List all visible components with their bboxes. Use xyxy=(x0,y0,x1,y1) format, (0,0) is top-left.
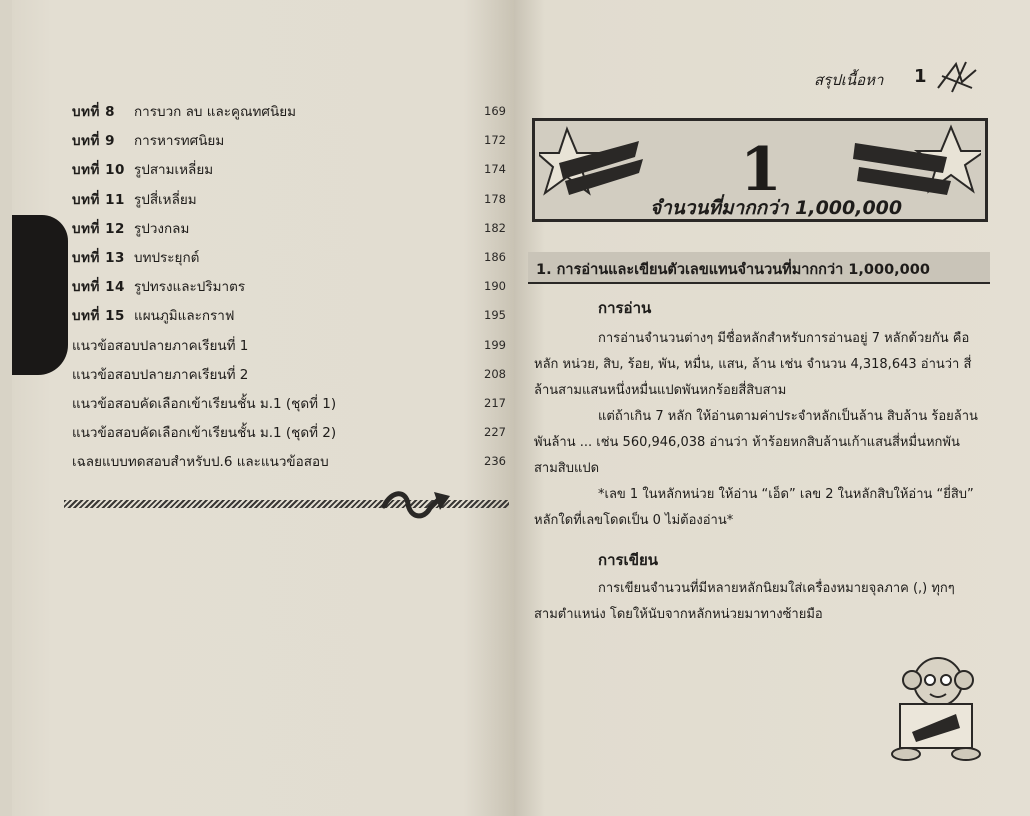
section-heading: 1. การอ่านและเขียนตัวเลขแทนจำนวนที่มากกว่า 1,000,000 xyxy=(536,262,930,278)
toc-entry xyxy=(72,363,512,387)
toc-entry xyxy=(72,100,512,124)
toc-entry xyxy=(72,392,512,416)
swirl-arrow-icon xyxy=(378,486,458,526)
toc-title: รูปสามเหลี่ยม xyxy=(134,162,214,179)
toc-page-number: 217 xyxy=(484,396,506,410)
chapter-number: 1 xyxy=(740,135,782,205)
right-page xyxy=(514,0,1030,816)
toc-title: แผนภูมิและกราฟ xyxy=(134,308,235,325)
toc-entry xyxy=(72,188,512,212)
reading-note: *เลข 1 ในหลักหน่วย ให้อ่าน “เอ็ด” เลข 2 ในหลักสิบให้อ่าน “ยี่สิบ” หลักใดที่เลขโดดเป็น 0 ไม่ต้องอ่าน* xyxy=(534,487,974,528)
chapter-title: จำนวนที่มากกว่า 1,000,000 xyxy=(650,197,903,219)
writing-paragraph-1: การเขียนจำนวนที่มีหลายหลักนิยมใส่เครื่องหมายจุลภาค (,) ทุกๆ สามตำแหน่ง โดยให้นับจากหลักหน่วยมาทางซ้ายมือ xyxy=(534,581,955,622)
section-heading-bar xyxy=(528,252,990,284)
toc-page-number: 174 xyxy=(484,162,506,177)
toc-entry xyxy=(72,275,512,299)
star-doodle-icon xyxy=(932,58,982,98)
toc-title: แนวข้อสอบปลายภาคเรียนที่ 2 xyxy=(72,366,249,383)
toc-page-number: 169 xyxy=(484,104,506,118)
toc-page-number: 178 xyxy=(484,191,506,206)
toc-title: บทประยุกต์ xyxy=(134,250,200,266)
toc-title: รูปสี่เหลี่ยม xyxy=(134,191,197,208)
toc-chapter-label: บทที่ 15 xyxy=(72,308,125,325)
toc-title: การหารทศนิยม xyxy=(134,133,225,150)
toc-title: แนวข้อสอบคัดเลือกเข้าเรียนชั้น ม.1 (ชุดที่ 2) xyxy=(72,425,337,442)
reading-paragraph-1: การอ่านจำนวนต่างๆ มีชื่อหลักสำหรับการอ่านอยู่ 7 หลักด้วยกัน คือ หลัก หน่วย, สิบ, ร้อย, พัน, หมื่น, แสน, ล้าน เช่น จำนวน 4,318,643 อ่านว่า สี่ล้านสามแสนหนึ่งหมื่นแปดพันหกร้อยสี่สิบสาม xyxy=(534,331,972,398)
toc-entry xyxy=(72,450,512,474)
toc-page-number: 172 xyxy=(484,133,506,148)
chapter-banner xyxy=(532,118,988,222)
left-page xyxy=(12,0,514,816)
toc-title: แนวข้อสอบปลายภาคเรียนที่ 1 xyxy=(72,337,249,354)
toc-chapter-label: บทที่ 14 xyxy=(72,279,125,296)
reading-subheading: การอ่าน xyxy=(598,299,652,317)
writing-subheading: การเขียน xyxy=(598,551,658,569)
toc-title: การบวก ลบ และคูณทศนิยม xyxy=(134,104,297,120)
toc-page-number: 236 xyxy=(484,454,506,469)
toc-entry xyxy=(72,158,512,182)
toc-title: รูปทรงและปริมาตร xyxy=(134,279,246,296)
toc-page-number: 195 xyxy=(484,308,506,323)
toc-entry xyxy=(72,217,512,241)
toc-page-number: 186 xyxy=(484,250,506,264)
toc-chapter-label: บทที่ 13 xyxy=(72,250,125,266)
toc-entry xyxy=(72,129,512,153)
reading-paragraph-2: แต่ถ้าเกิน 7 หลัก ให้อ่านตามค่าประจำหลักเป็นล้าน สิบล้าน ร้อยล้าน พันล้าน ... เช่น 560,946,038 อ่านว่า ห้าร้อยหกสิบล้านเก้าแสนสี่หมื่นหกพันสามสิบแปด xyxy=(534,409,978,476)
toc-chapter-label: บทที่ 12 xyxy=(72,220,125,237)
toc-chapter-label: บทที่ 8 xyxy=(72,104,115,120)
right-ribbon-star-icon xyxy=(851,123,981,215)
reading-body xyxy=(534,326,982,534)
toc-entry xyxy=(72,334,512,358)
toc-entry xyxy=(72,304,512,328)
toc-page-number: 199 xyxy=(484,337,506,352)
toc-page-number: 182 xyxy=(484,220,506,235)
page-number: 1 xyxy=(914,66,927,87)
toc-title: เฉลยแบบทดสอบสำหรับป.6 และแนวข้อสอบ xyxy=(72,454,329,471)
toc-chapter-label: บทที่ 10 xyxy=(72,162,125,179)
monkey-mascot-icon xyxy=(886,652,986,764)
toc-title: รูปวงกลม xyxy=(134,220,190,237)
toc-chapter-label: บทที่ 11 xyxy=(72,191,125,208)
toc-page-number: 208 xyxy=(484,366,506,381)
toc-page-number: 190 xyxy=(484,279,506,294)
toc-page-number: 227 xyxy=(484,425,506,440)
toc-entry xyxy=(72,421,512,445)
toc-chapter-label: บทที่ 9 xyxy=(72,133,115,150)
left-ribbon-star-icon xyxy=(539,123,649,215)
writing-body xyxy=(534,576,982,628)
running-head: สรุปเนื้อหา xyxy=(814,71,884,89)
toc-title: แนวข้อสอบคัดเลือกเข้าเรียนชั้น ม.1 (ชุดที่ 1) xyxy=(72,396,337,412)
toc-entry xyxy=(72,246,512,270)
binding-shadow xyxy=(12,215,68,375)
